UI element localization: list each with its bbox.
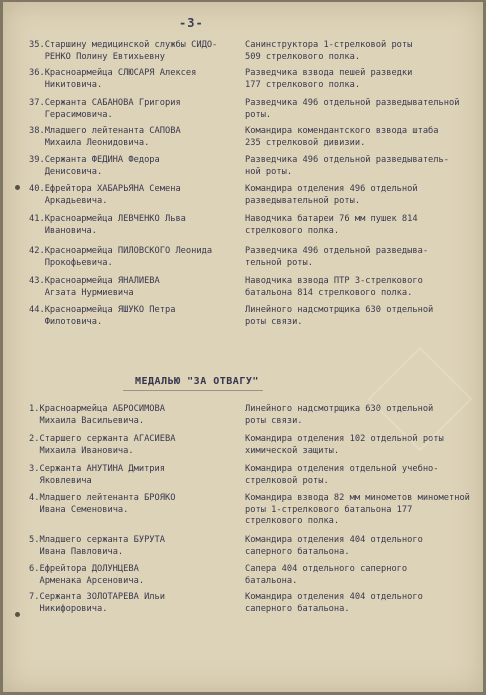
- awardee-position: Наводчика батареи 76 мм пушек 814 стрелкового полка.: [245, 214, 418, 236]
- awardee-position: Командира взвода 82 мм минометов минометной роты 1-стрелкового батальона 177 стрелкового полка.: [245, 493, 470, 526]
- document-page: [3, 2, 483, 692]
- awardee-position: Командира отделения 404 отдельного саперного батальона.: [245, 592, 423, 614]
- awardee-position: Линейного надсмотрщика 630 отдельной роты связи.: [245, 305, 434, 327]
- awardee-name: 41.Красноармейца ЛЕВЧЕНКО Льва Ивановича.: [29, 214, 186, 236]
- awardee-position: Разведчика взвода пешей разведки 177 стрелкового полка.: [245, 68, 413, 90]
- awardee-name: 40.Ефрейтора ХАБАРЬЯНА Семена Аркадьевича.: [29, 184, 181, 206]
- awardee-position: Сапера 404 отдельного саперного батальона.: [245, 564, 408, 586]
- awardee-name: 36.Красноармейца СЛЮСАРЯ Алексея Никитовича.: [29, 68, 197, 90]
- awardee-position: Командира отделения 102 отдельной роты химической защиты.: [245, 434, 444, 456]
- awardee-name: 1.Красноармейца АБРОСИМОВА Михаила Васильевича.: [29, 404, 165, 426]
- awardee-position: Наводчика взвода ПТР 3-стрелкового батальона 814 стрелкового полка.: [245, 276, 423, 298]
- section-heading: МЕДАЛЬЮ "ЗА ОТВАГУ": [135, 376, 259, 387]
- awardee-position: Командира отделения 496 отдельной разведывательной роты.: [245, 184, 418, 206]
- awardee-name: 7.Сержанта ЗОЛОТАРЕВА Ильи Никифоровича.: [29, 592, 165, 614]
- awardee-position: Линейного надсмотрщика 630 отдельной роты связи.: [245, 404, 434, 426]
- awardee-position: Командира комендантского взвода штаба 235 стрелковой дивизии.: [245, 126, 439, 148]
- awardee-name: 37.Сержанта САБАНОВА Григория Герасимовича.: [29, 98, 181, 120]
- awardee-name: 4.Младшего лейтенанта БРОЯКО Ивана Семеновича.: [29, 493, 176, 515]
- awardee-name: 2.Старшего сержанта АГАСИЕВА Михаила Ивановича.: [29, 434, 176, 456]
- awardee-name: 43.Красноармейца ЯНАЛИЕВА Агзата Нурмиевича: [29, 276, 160, 298]
- awardee-name: 5.Младшего сержанта БУРУТА Ивана Павловича.: [29, 535, 165, 557]
- awardee-name: 39.Сержанта ФЕДИНА Федора Денисовича.: [29, 155, 160, 177]
- punch-hole: [15, 185, 20, 190]
- awardee-position: Разведчика 496 отдельной разведыва- тельной роты.: [245, 246, 429, 268]
- punch-hole: [15, 612, 20, 617]
- awardee-name: 35.Старшину медицинской службы СИДО- РЕНКО Полину Евтихьевну: [29, 40, 218, 62]
- awardee-position: Разведчика 496 отдельной разведывательной роты.: [245, 98, 460, 120]
- awardee-name: 3.Сержанта АНУТИНА Дмитрия Яковлевича: [29, 464, 165, 486]
- awardee-name: 38.Младшего лейтенанта САПОВА Михаила Леонидовича.: [29, 126, 181, 148]
- awardee-name: 6.Ефрейтора ДОЛУНЦЕВА Арменака Арсеновича.: [29, 564, 145, 586]
- awardee-position: Санинструктора 1-стрелковой роты 509 стрелкового полка.: [245, 40, 413, 62]
- awardee-name: 42.Красноармейца ПИЛОВСКОГО Леонида Прокофьевича.: [29, 246, 213, 268]
- page-number: -3-: [179, 16, 204, 30]
- awardee-name: 44.Красноармейца ЯШУКО Петра Филотовича.: [29, 305, 176, 327]
- awardee-position: Разведчика 496 отдельной разведыватель- ной роты.: [245, 155, 449, 177]
- awardee-position: Командира отделения 404 отдельного саперного батальона.: [245, 535, 423, 557]
- awardee-position: Командира отделения отдельной учебно- стрелковой роты.: [245, 464, 439, 486]
- heading-underline: [123, 390, 263, 391]
